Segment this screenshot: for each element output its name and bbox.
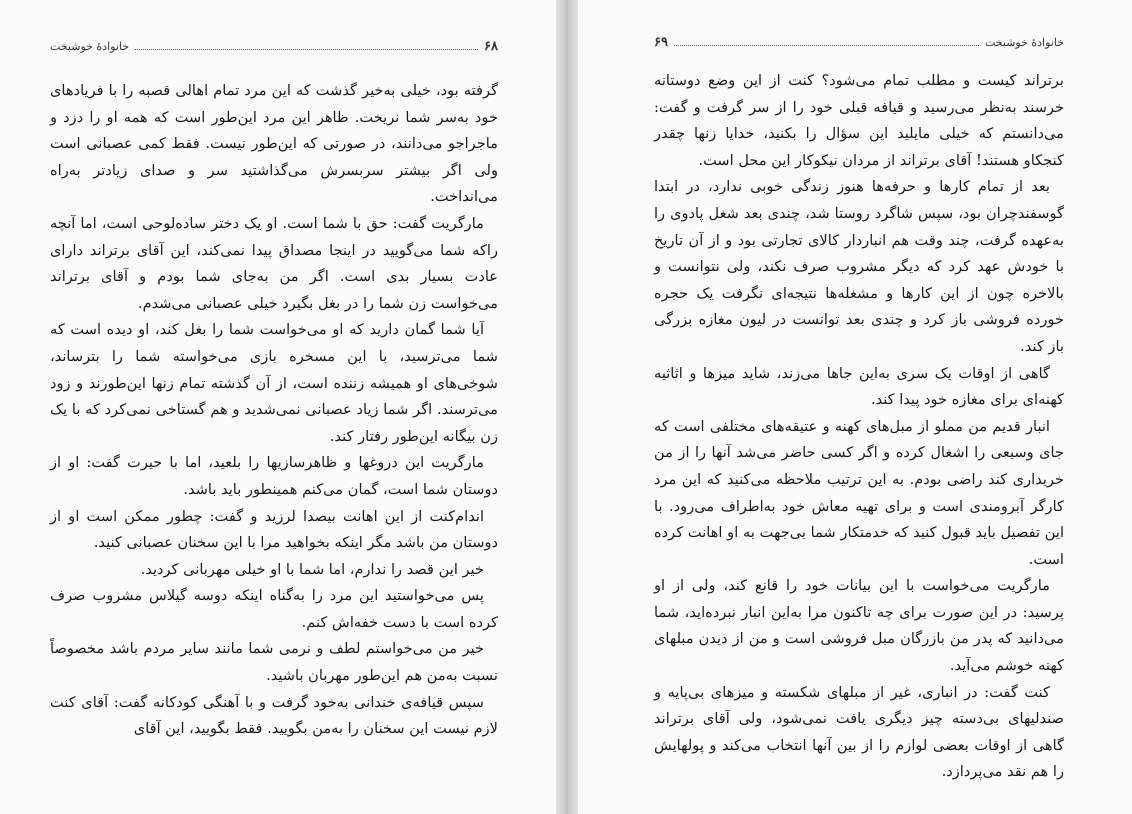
paragraph: پس می‌خواستید این مرد را به‌گناه اینکه دوسه گیلاس مشروب صرف کرده است با دست خفه‌اش کنم.: [50, 587, 498, 631]
left-running-head: [50, 36, 498, 56]
paragraph: گاهی از اوقات یک سری به‌این جاها می‌زند، شاید میزها و اثاثیه کهنه‌ای برای مغازه خود پیدا کند.: [654, 364, 1064, 409]
paragraph: مارگریت گفت: حق با شما است. او یک دختر ساده‌لوحی است، اما آنچه راکه شما می‌گویید در اینجا مصداق پیدا نمی‌کند، این آقای برتراند دارای عادت بسیار بدی است. اگر من به‌جای شما بودم و آقای برتراند می‌خواست زن شما را در بغل بگیرد خیلی عصبانی می‌شدم.: [50, 214, 498, 312]
left-page: [0, 0, 556, 814]
right-page-text: [654, 68, 1064, 786]
right-running-head: [654, 32, 1064, 52]
left-leader-dots: [135, 42, 478, 50]
paragraph: آیا شما گمان دارید که او می‌خواست شما را بغل کند، او دیده است که شما می‌ترسید، با این مسخره بازی می‌خواسته شما را بترساند، شوخی‌های او همیشه زننده است، از آن گذشته تمام زنها این‌طورند و زود می‌ترسند. اگر شما زیاد عصبانی نمی‌شدید و هم گستاخی نمی‌کرد که با یک زن بیگانه این‌طور رفتار کند.: [50, 321, 498, 445]
right-leader-dots: [674, 38, 979, 46]
paragraph: سپس قیافه‌ی خندانی به‌خود گرفت و با آهنگی کودکانه گفت: آقای کنت لازم نیست این سخنان را به‌من بگویید. فقط بگویید، این آقای: [50, 693, 498, 738]
paragraph: اندام‌کنت از این اهانت بیصدا لرزید و گفت: چطور ممکن است او از دوستان من باشد مگر اینکه بخواهید مرا با این سخنان عصبانی کنید.: [50, 507, 498, 552]
left-page-text: [50, 78, 498, 743]
left-page-number: ۶۸: [484, 38, 498, 54]
right-page-number: ۶۹: [654, 34, 668, 50]
paragraph: خیر این قصد را ندارم، اما شما با او خیلی مهربانی کردید.: [140, 560, 484, 578]
paragraph: مارگریت می‌خواست با این بیانات خود را قانع کند، ولی از او پرسید: در این صورت برای چه تاکنون مرا به‌این انبار نبرده‌اید، شما می‌دانید که پدر من بازرگان مبل فروشی است و من از دیدن مبلهای کهنه خوشم می‌آید.: [654, 577, 1064, 675]
paragraph: برتراند کیست و مطلب تمام می‌شود؟ کنت از این وضع دوستانه خرسند به‌نظر می‌رسید و قیافه قبلی خود را از سر گرفت و گفت: می‌دانستم که خیلی مایلید این سؤال را بکنید، خدایا زنها چقدر کنجکاو هستند! آقای برتراند از مردان نیکوکار این محل است.: [654, 72, 1064, 169]
paragraph: مارگریت این دروغها و ظاهرسازیها را بلعید، اما با حیرت گفت: او از دوستان شما است، گمان می‌کنم همینطور باید باشد.: [50, 454, 498, 498]
right-page: [578, 0, 1132, 814]
book-gutter: [556, 0, 578, 814]
paragraph: انبار قدیم من مملو از مبل‌های کهنه و عتیقه‌های مختلفی است که جای وسیعی را اشغال کرده و اگر کسی حاضر می‌شد آنها را از من خریداری کند راضی بودم. به این ترتیب ملاحظه می‌کنید که این مرد کارگر آبرومندی است و برای تهیه معاش خود به‌اطراف می‌رود. با این تفصیل باید قبول کنید که خدمتکار شما بی‌جهت به او اهانت کرده است.: [654, 417, 1064, 568]
paragraph: گرفته بود، خیلی به‌خیر گذشت که این مرد تمام اهالی قصبه را با فریادهای خود به‌سر شما نریخت. ظاهر این مرد این‌طور است که همه او را دزد و ماجراجو می‌دانند، در صورتی که این‌طور نیست. فقط کمی عصبانی است ولی اگر بیشتر سربسرش می‌گذاشتید سر و صدای زیادتر به‌راه می‌انداخت.: [50, 82, 498, 206]
right-running-title: خانوادهٔ خوشبخت: [984, 35, 1064, 49]
paragraph: خیر من می‌خواستم لطف و نرمی شما مانند سایر مردم باشد مخصوصاً نسبت به‌من هم این‌طور مهربان باشید.: [50, 640, 498, 685]
left-running-title: خانوادهٔ خوشبخت: [50, 39, 130, 53]
paragraph: بعد از تمام کارها و حرفه‌ها هنوز زندگی خوبی ندارد، در ابتدا گوسفندچران بود، سپس شاگرد روستا شد، چندی بعد شغل پادوی را به‌عهده گرفت، چند وقت هم انباردار کالای تجارتی بود و از آن تاریخ با خودش عهد کرد که دیگر مشروب صرف نکند، ولی نتوانست و بالاخره چون از این کارها و مشغله‌ها نتیجه‌ای نگرفت یک حجره خورده فروشی باز کرد و چندی بعد توانست در لیون مغازه بزرگی باز کند.: [654, 178, 1064, 355]
paragraph: کنت گفت: در انباری، غیر از مبلهای شکسته و میزهای بی‌پایه و صندلیهای بی‌دسته چیز دیگری یافت نمی‌شود، ولی آقای برتراند گاهی از اوقات بعضی لوازم را از بین آنها انتخاب می‌کند و پولهایش را هم نقد می‌پردازد.: [654, 683, 1064, 781]
